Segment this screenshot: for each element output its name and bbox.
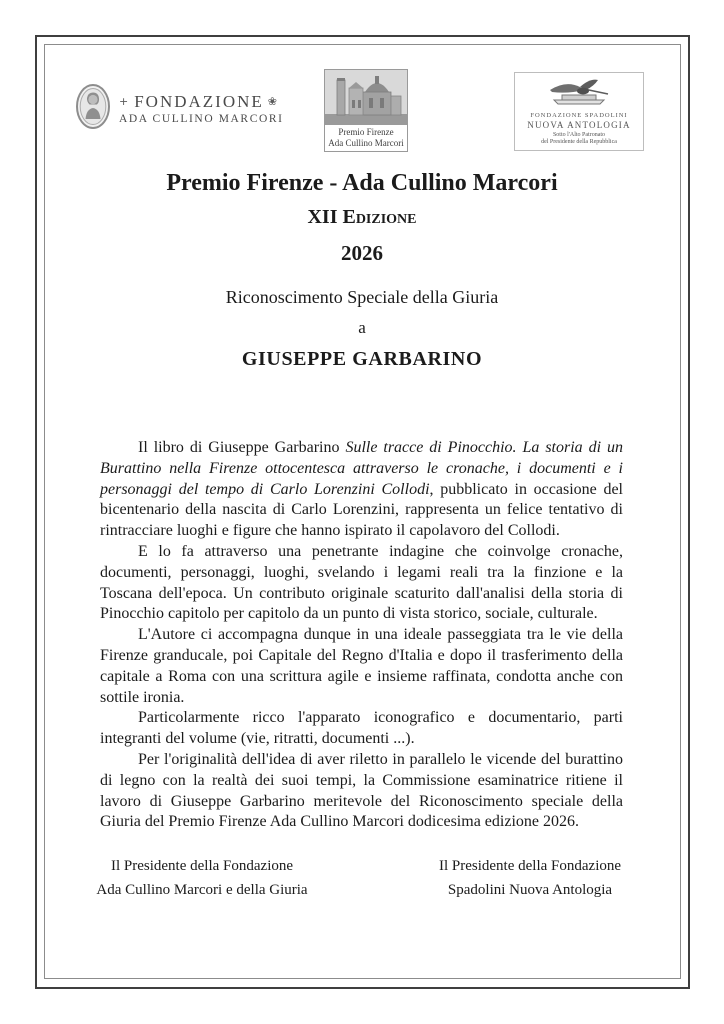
spadolini-logo-line4: del Presidente della Repubblica (541, 139, 617, 145)
signature-right-line2: Spadolini Nuova Antologia (447, 882, 613, 898)
logo-fondazione-spadolini (514, 72, 644, 151)
premio-logo-line1: Premio Firenze (338, 127, 394, 137)
edition-heading: XII Edizione (307, 206, 417, 228)
cross-icon: + (119, 95, 131, 109)
body-paragraph-1 (100, 438, 623, 542)
paragraph-text: Il libro di Giuseppe Garbarino (138, 439, 346, 456)
body-paragraph-3: L'Autore ci accompagna dunque in una ideale passeggiata tra le vie della Firenze granducale, poi Capitale del Regno d'Italia e dopo il trasferimento della capitale a Roma con una scrittura agile e insieme raffinata, condotta anche con sottile ironia. (100, 626, 623, 706)
spadolini-logo-line2: NUOVA ANTOLOGIA (527, 120, 631, 130)
spadolini-logo-line3: Sotto l'Alto Patronato (552, 132, 606, 138)
body-paragraph-4: Particolarmente ricco l'apparato iconografico e documentario, parti integranti del volume (vie, ritratti, documenti ...). (100, 709, 623, 748)
quill-inkwell-engraving-icon (540, 93, 618, 110)
logo-fondazione-marcori (76, 84, 284, 134)
cameo-portrait-icon (76, 84, 110, 134)
logo-premio-firenze (324, 69, 408, 152)
signature-block-right (425, 854, 635, 902)
award-heading: Riconoscimento Speciale della Giuria (225, 287, 499, 307)
body-paragraph-5: Per l'originalità dell'idea di aver riletto in parallelo le vicende del burattino di legno con la realtà dei suoi tempi, la Commissione esaminatrice ritiene il lavoro di Giuseppe Garbarino meritevole del Riconoscimento speciale della Giuria del Premio Firenze Ada Cullino Marcori dodicesima edizione 2026. (100, 750, 623, 831)
marcori-logo-line1: FONDAZIONE (134, 92, 264, 112)
signature-right-line1: Il Presidente della Fondazione (438, 858, 622, 874)
duomo-photo-icon (324, 69, 408, 125)
year-heading: 2026 (341, 241, 383, 265)
paragraph-text: , pubblicato in occasione del bicentenario della nascita di Carlo Lorenzini, rappresenta un felice tentativo di rintracciare luoghi e figure che hanno ispirato il capolavoro del Collodi. (100, 480, 623, 540)
signature-left-line2: Ada Cullino Marcori e della Giuria (96, 882, 308, 898)
spadolini-logo-line1: FONDAZIONE SPADOLINI (530, 112, 628, 119)
florette-icon: ❀ (267, 95, 279, 109)
body-paragraph-2: E lo fa attraverso una penetrante indagine che coinvolge cronache, documenti, personaggi, luoghi, svelando i legami reali tra la finzione e la Toscana dell'epoca. Un contributo originale scaturito dall'analisi della storia di Pinocchio capitolo per capitolo da un punto di vista storico, sociale, culturale. (100, 542, 623, 623)
marcori-logo-line2: ADA CULLINO MARCORI (119, 112, 284, 125)
document-title: Premio Firenze - Ada Cullino Marcori (166, 170, 558, 196)
premio-logo-label (324, 125, 408, 152)
citation-body (100, 438, 623, 833)
signature-left-line1: Il Presidente della Fondazione (110, 858, 294, 874)
award-preposition: a (358, 318, 366, 337)
book-title-italic: Sulle tracce di Pinocchio. La storia di un Burattino nella Firenze ottocentesca attraverso le cronache, i documenti e i personaggi del tempo di Carlo Lorenzini Collodi (100, 439, 623, 498)
premio-logo-line2: Ada Cullino Marcori (328, 138, 404, 148)
signature-block-left (92, 854, 312, 902)
marcori-logo-wordmark (119, 93, 284, 111)
recipient-name: GIUSEPPE GARBARINO (241, 348, 483, 370)
